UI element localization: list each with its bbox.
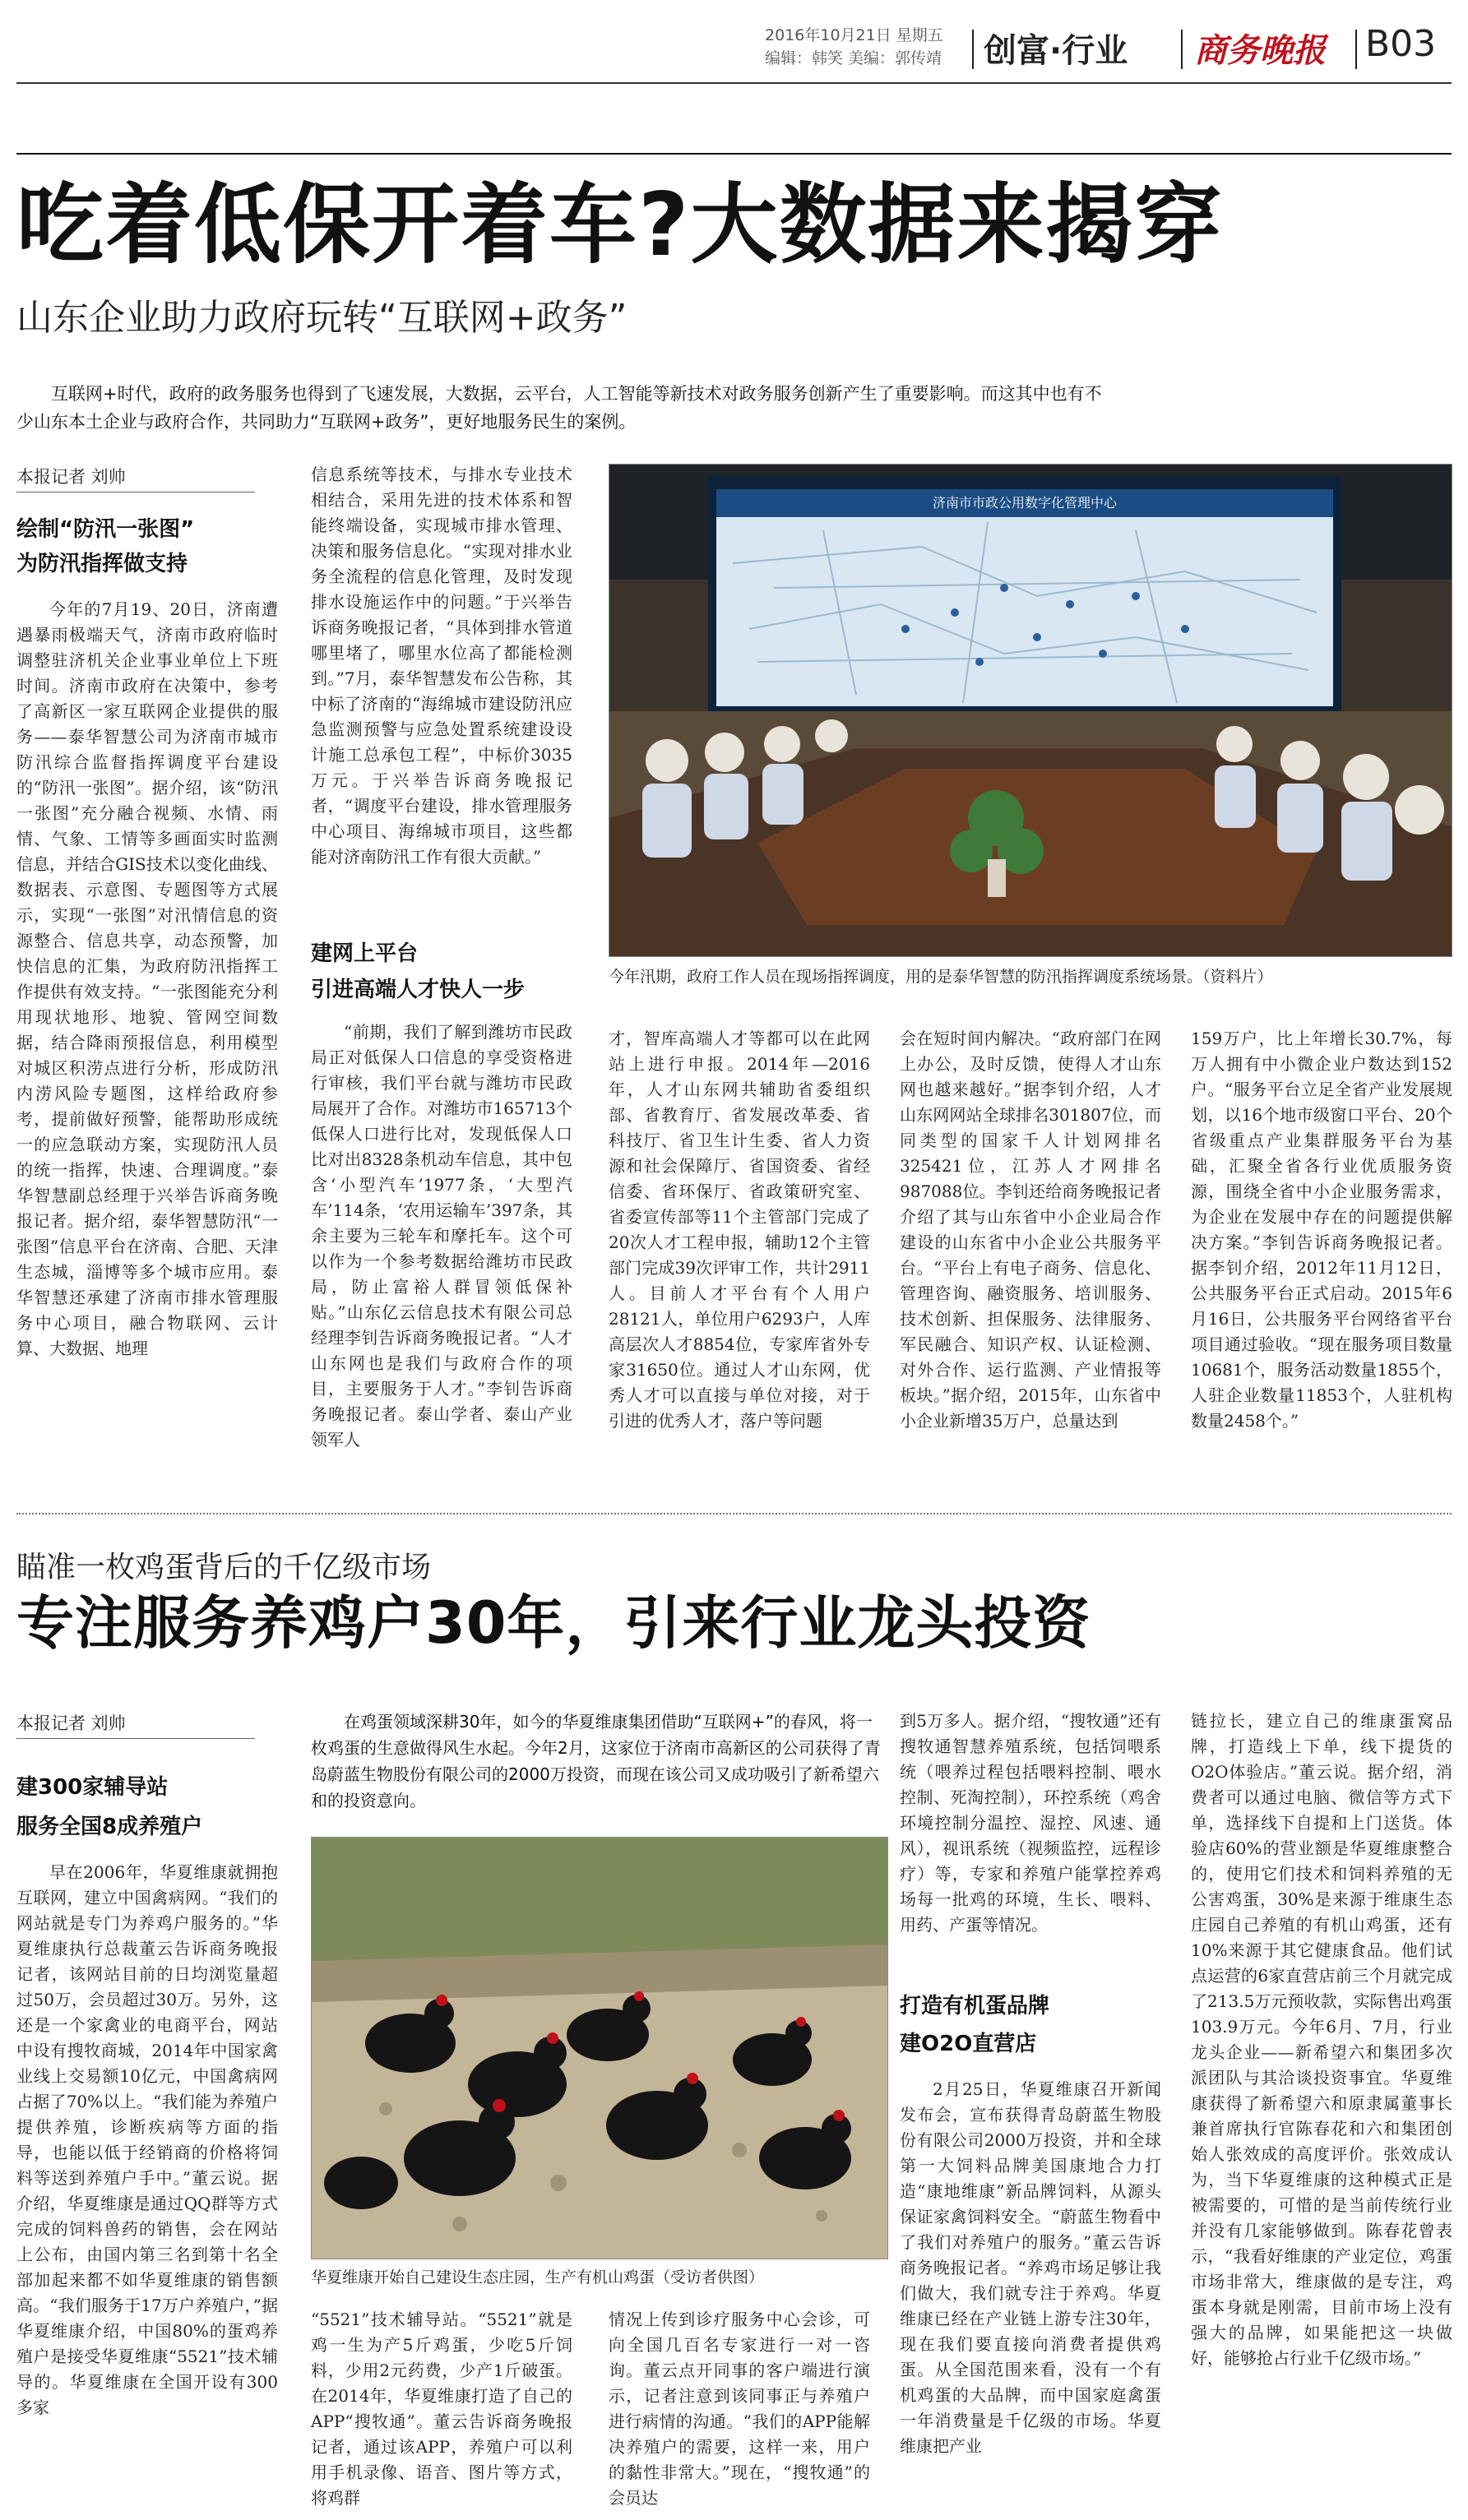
story2-kicker: 瞄准一枚鸡蛋背后的千亿级市场 [16, 1551, 432, 1584]
top-rule [16, 153, 1452, 155]
story1-subhead1-line1: 绘制“防汛一张图” [16, 517, 195, 542]
masthead-divider [1355, 30, 1357, 69]
editors: 编辑：韩笑 美编：郭传靖 [765, 49, 942, 67]
story1-headline: 吃着低保开着车?大数据来揭穿 [16, 174, 1224, 275]
story2-photo [311, 1837, 888, 2259]
story1-subhead2-line1: 建网上平台 [311, 941, 419, 966]
story1-subhead2-line2: 引进高端人才快人一步 [311, 978, 526, 1002]
section-separator [16, 1513, 1452, 1514]
story1-column-6: 159万户，比上年增长30.7%，每万人拥有中小微企业户数达到152户。“服务平台立足全省产业发展规划，以16个地市级窗口平台、20个省级重点产业集群服务平台为基础，汇聚全省各行业优质服务资源，围绕全省中小企业服务需求，为企业在发展中存在的问题提供解决方案。”李钊告诉商务晚报记者。据李钊介绍，2012年11月12日，公共服务平台正式启动。2015年6月16日，公共服务平台网络省平台项目通过验收。“现在服务项目数量10681个，服务活动数量1855个，人驻企业数量11853个，人驻机构数量2458个。” [1191, 1029, 1452, 1431]
command-center-illustration [609, 465, 1452, 956]
story2-column-4: 情况上传到诊疗服务中心会诊，可向全国几百名专家进行一对一咨询。董云点开同事的客户端进行演示，记者注意到该同事正与养殖户进行病情的沟通。“我们的APP能解决养殖户的需要，这样一来，用户的黏性非常大。”现在，“搜牧通”的会员达 [609, 2310, 870, 2508]
story2-column-6: 链拉长，建立自己的维康蛋窝品牌，打造线上下单，线下提货的O2O体验店。”董云说。据介绍，消费者可以通过电脑、微信等方式下单，选择线下自提和上门送货。体验店60%的营业额是华夏维康整合的，使用它们技术和饲料养殖的无公害鸡蛋，30%是来源于维康生态庄园自己养殖的有机山鸡蛋，还有10%来源于其它健康食品。他们试点运营的6家直营店前三个月就完成了213.5万元预收款，实际售出鸡蛋103.9万元。今年6月、7月，行业龙头企业——新希望六和集团多次派团队与其洽谈投资事宜。华夏维康获得了新希望六和原隶属董事长兼首席执行官陈春花和六和集团创始人张效成的高度评价。张效成认为，当下华夏维康的这种模式正是被需要的，可惜的是当前传统行业并没有几家能够做到。陈春花曾表示，“我看好维康的产业定位，鸡蛋市场非常大，维康做的是专注，鸡蛋本身就是刚需，目前市场上没有强大的品牌，如果能把这一块做好，能够抢占行业千亿级市场。” [1191, 1711, 1452, 2368]
story2-subhead1-line1: 建300家辅导站 [16, 1775, 169, 1800]
photo-screen-title: 济南市市政公用数字化管理中心 [932, 495, 1118, 511]
issue-date: 2016年10月21日 星期五 [765, 26, 943, 44]
page-number: B03 [1365, 23, 1437, 65]
story1-subhead1-line2: 为防汛指挥做支持 [16, 552, 188, 576]
story1-column-2: 信息系统等技术，与排水专业技术相结合，采用先进的技术体系和智能终端设备，实现城市排水管理、决策和服务信息化。“实现对排水业务全流程的信息化管理，及时发现排水设施运作中的问题。”于兴举告诉商务晚报记者，“具体到排水管道哪里堵了，哪里水位高了都能检测到。”7月，泰华智慧发布公告称，其中标了济南的“海绵城市建设防汛应急监测预警与应急处置系统建设设计施工总承包工程”，中标价3035万元。于兴举告诉商务晚报记者，“调度平台建设，排水管理服务中心项目、海绵城市项目，这些都能对济南防汛工作有很大贡献。” [311, 465, 572, 867]
byline-rule [16, 1738, 255, 1739]
story1-photo [609, 464, 1452, 957]
masthead-divider [1181, 30, 1183, 69]
story1-lead: 互联网+时代，政府的政务服务也得到了飞速发展，大数据，云平台，人工智能等新技术对政务服务创新产生了重要影响。而这其中也有不少山东本土企业与政府合作，共同助力“互联网+政务”，更好地服务民生的案例。 [16, 384, 1102, 432]
story2-lead: 在鸡蛋领域深耕30年，如今的华夏维康集团借助“互联网+”的春风，将一枚鸡蛋的生意做得风生水起。今年2月，这家位于济南市高新区的公司获得了青岛蔚蓝生物股份有限公司的2000万投资，而现在该公司又成功吸引了新希望六和的投资意向。 [311, 1712, 881, 1810]
paper-logo-icon: 商务晚报 [1194, 31, 1326, 70]
chicken-farm-illustration [312, 1838, 887, 2259]
story1-column-3: “前期，我们了解到潍坊市民政局正对低保人口信息的享受资格进行审核，我们平台就与潍坊市民政局展开了合作。对潍坊市165713个低保人口进行比对，发现低保人口比对出8328条机动车信息，其中包含‘小型汽车’1977条，‘大型汽车’114条，‘农用运输车’397条，其余主要为三轮车和摩托车。这个可以作为一个参考数据给潍坊市民政局，防止富裕人群冒领低保补贴。”山东亿云信息技术有限公司总经理李钊告诉商务晚报记者。“人才山东网也是我们与政府合作的项目，主要服务于人才。”李钊告诉商务晚报记者。泰山学者、泰山产业领军人 [311, 1022, 572, 1450]
story2-subhead2-line2: 建O2O直营店 [900, 2032, 1037, 2056]
story1-byline: 本报记者 刘帅 [16, 467, 126, 487]
story2-headline: 专注服务养鸡户30年，引来行业龙头投资 [16, 1589, 1091, 1657]
masthead-divider [972, 30, 974, 69]
story2-subhead2-line1: 打造有机蛋品牌 [900, 1994, 1050, 2018]
story2-column-5a: 到5万多人。据介绍，“搜牧通”还有搜牧通智慧养殖系统，包括饲喂系统（喂养过程包括喂料控制、喂水控制、死淘控制），环控系统（鸡舍环境控制分温控、湿控、风速、通风），视讯系统（视频监控，远程诊疗）等，专家和养殖户能掌控养鸡场每一批鸡的环境，生长、喂料、用药、产蛋等情况。 [900, 1711, 1161, 1935]
story2-column-3: “5521”技术辅导站。“5521”就是鸡一生为产5斤鸡蛋，少吃5斤饲料，少用2元药费，少产1斤破蛋。在2014年，华夏维康打造了自己的APP“搜牧通”。董云告诉商务晚报记者，通过该APP，养殖户可以利用手机录像、语音、图片等方式，将鸡群 [311, 2310, 572, 2508]
masthead-rule [16, 82, 1452, 84]
story1-photo-caption: 今年汛期，政府工作人员在现场指挥调度，用的是泰华智慧的防汛指挥调度系统场景。（资料片） [609, 968, 1273, 986]
story1-column-1: 今年的7月19、20日，济南遭遇暴雨极端天气，济南市政府临时调整驻济机关企业事业单位上下班时间。济南市政府在决策中，参考了高新区一家互联网企业提供的服务——泰华智慧公司为济南市城市防汛综合监督指挥调度平台建设的“防汛一张图”。据介绍，该“防汛一张图”充分融合视频、水情、雨情、气象、工情等多画面实时监测信息，并结合GIS技术以变化曲线、数据表、示意图、专题图等方式展示，实现“一张图”对汛情信息的资源整合、信息共享，动态预警，加快信息的汇集，为政府防汛指挥工作提供有效支持。“一张图能充分利用现状地形、地貌、管网空间数据，结合降雨预报信息，利用模型对城区积涝点进行分析，形成防汛内涝风险专题图，这样给政府参考，提前做好预警，能帮助形成统一的应急联动方案，实现防汛人员的统一指挥，快速、合理调度。”泰华智慧副总经理于兴举告诉商务晚报记者。据介绍，泰华智慧防汛“一张图”信息平台在济南、合肥、天津生态城，淄博等多个城市应用。泰华智慧还承建了济南市排水管理服务中心项目，融合物联网、云计算、大数据、地理 [16, 599, 278, 1358]
story2-byline: 本报记者 刘帅 [16, 1713, 126, 1733]
story1-subheadline: 山东企业助力政府玩转“互联网+政务” [16, 297, 627, 339]
story2-column-5b: 2月25日，华夏维康召开新闻发布会，宣布获得青岛蔚蓝生物股份有限公司2000万投资，并和全球第一大饲料品牌美国康地合力打造“康地维康”新品牌饲料，从源头保证家禽饲料安全。“蔚蓝生物看中了我们对养殖户的服务。”董云告诉商务晚报记者。“养鸡市场足够让我们做大，我们就专注于养鸡。华夏维康已经在产业链上游专注30年，现在我们要直接向消费者提供鸡蛋。从全国范围来看，没有一个有机鸡蛋的大品牌，而中国家庭禽蛋一年消费量是千亿级的市场。华夏维康把产业 [900, 2079, 1161, 2456]
section-title: 创富·行业 [984, 32, 1128, 70]
story1-column-5: 会在短时间内解决。“政府部门在网上办公，及时反馈，使得人才山东网也越来越好。”据李钊介绍，人才山东网网站全球排名301807位，而同类型的国家千人计划网排名325421位，江苏人才网排名987088位。李钊还给商务晚报记者介绍了其与山东省中小企业局合作建设的山东省中小企业公共服务平台。“平台上有电子商务、信息化、管理咨询、融资服务、培训服务、技术创新、担保服务、法律服务、军民融合、知识产权、认证检测、对外合作、运行监测、产业情报等板块。”据介绍，2015年，山东省中小企业新增35万户，总量达到 [900, 1029, 1161, 1431]
story2-photo-caption: 华夏维康开始自己建设生态庄园，生产有机山鸡蛋（受访者供图） [311, 2268, 765, 2286]
story2-column-1: 早在2006年，华夏维康就拥抱互联网，建立中国禽病网。“我们的网站就是专门为养鸡户服务的。”华夏维康执行总裁董云告诉商务晚报记者，该网站目前的日均浏览量超过50万，会员超过30万。另外，这还是一个家禽业的电商平台，网站中设有搜牧商城，2014年中国家禽业线上交易额10亿元，中国禽病网占据了70%以上。“我们能为养殖户提供养殖，诊断疾病等方面的指导，也能以低于经销商的价格将饲料等送到养殖户手中。”董云说。据介绍，华夏维康是通过QQ群等方式完成的饲料兽药的销售，会在网站上公布，由国内第三名到第十名全部加起来都不如华夏维康的销售额高。“我们服务于17万户养殖户，”据华夏维康介绍，中国80%的蛋鸡养殖户是接受华夏维康“5521”技术辅导的。华夏维康在全国开设有300多家 [16, 1862, 278, 2417]
story2-subhead1-line2: 服务全国8成养殖户 [16, 1815, 203, 1839]
story1-column-4: 才，智库高端人才等都可以在此网站上进行申报。2014年—2016年，人才山东网共辅助省委组织部、省教育厅、省发展改革委、省科技厅、省卫生计生委、省人力资源和社会保障厅、省国资委、省经信委、省环保厅、省政策研究室、省委宣传部等11个主管部门完成了20次人才工程申报，辅助12个主管部门完成39次评审工作，共计2911人。目前人才平台有个人用户28121人，单位用户6293户，人库高层次人才8854位，专家库省外专家31650位。通过人才山东网，优秀人才可以直接与单位对接，对于引进的优秀人才，落户等问题 [609, 1029, 870, 1431]
